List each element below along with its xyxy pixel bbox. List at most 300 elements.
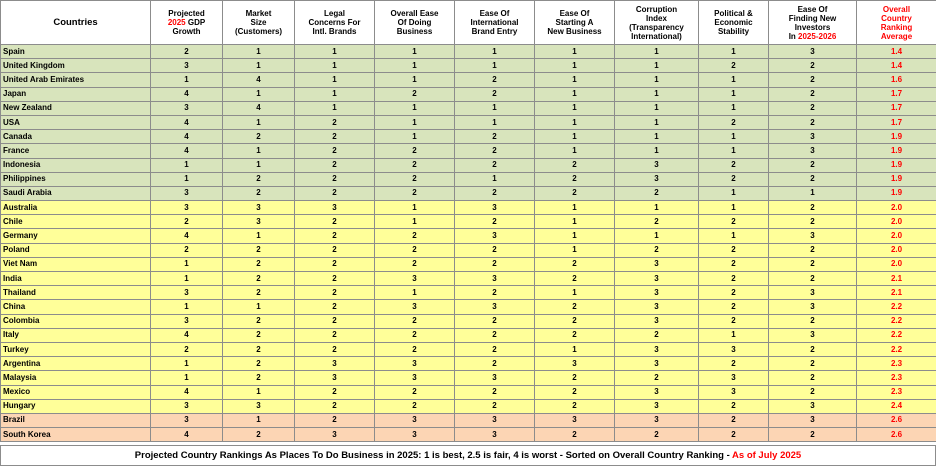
score-cell: 3: [769, 45, 857, 59]
score-cell: 1: [151, 300, 223, 314]
score-cell: 1: [455, 45, 535, 59]
score-cell: 2: [535, 257, 615, 271]
score-cell: 2: [455, 215, 535, 229]
score-cell: 2: [699, 243, 769, 257]
header-market-size: Market Size (Customers): [223, 1, 295, 45]
score-cell: 2: [455, 314, 535, 328]
score-cell: 2: [615, 215, 699, 229]
score-cell: 2: [375, 243, 455, 257]
table-row: [1, 399, 936, 413]
header-gdp-growth: Projected 2025 GDP Growth: [151, 1, 223, 45]
score-cell: 3: [151, 314, 223, 328]
score-cell: 1: [295, 59, 375, 73]
score-cell: 3: [615, 300, 699, 314]
score-cell: 4: [151, 385, 223, 399]
score-cell: 2: [615, 186, 699, 200]
score-cell: 1: [295, 87, 375, 101]
score-cell: 2: [699, 428, 769, 442]
country-cell: Italy: [1, 328, 151, 342]
score-cell: 1: [699, 201, 769, 215]
overall-average-cell: 2.3: [857, 357, 936, 371]
score-cell: 3: [615, 314, 699, 328]
overall-average-cell: 2.2: [857, 300, 936, 314]
score-cell: 1: [699, 87, 769, 101]
score-cell: 2: [769, 59, 857, 73]
score-cell: 3: [769, 399, 857, 413]
score-cell: 4: [151, 229, 223, 243]
score-cell: 2: [223, 314, 295, 328]
score-cell: 2: [769, 385, 857, 399]
score-cell: 2: [455, 328, 535, 342]
score-cell: 2: [223, 257, 295, 271]
table-footer-caption: [0, 445, 936, 466]
score-cell: 2: [295, 215, 375, 229]
table-row: [1, 413, 936, 427]
table-row: [1, 73, 936, 87]
country-cell: France: [1, 144, 151, 158]
score-cell: 3: [615, 413, 699, 427]
score-cell: 1: [699, 229, 769, 243]
score-cell: 1: [699, 45, 769, 59]
score-cell: 2: [295, 272, 375, 286]
score-cell: 1: [699, 101, 769, 115]
score-cell: 3: [223, 399, 295, 413]
country-cell: Viet Nam: [1, 257, 151, 271]
score-cell: 1: [615, 130, 699, 144]
score-cell: 2: [223, 286, 295, 300]
score-cell: 2: [535, 314, 615, 328]
score-cell: 2: [699, 314, 769, 328]
score-cell: 1: [151, 257, 223, 271]
score-cell: 2: [615, 328, 699, 342]
score-cell: 2: [223, 130, 295, 144]
score-cell: 3: [769, 130, 857, 144]
score-cell: 1: [699, 186, 769, 200]
overall-average-cell: 2.3: [857, 385, 936, 399]
table-row: [1, 357, 936, 371]
score-cell: 2: [769, 243, 857, 257]
score-cell: 1: [375, 101, 455, 115]
score-cell: 2: [769, 371, 857, 385]
score-cell: 3: [455, 201, 535, 215]
score-cell: 2: [699, 257, 769, 271]
score-cell: 4: [151, 87, 223, 101]
score-cell: 2: [151, 215, 223, 229]
score-cell: 2: [223, 357, 295, 371]
overall-average-cell: 1.9: [857, 158, 936, 172]
table-row: [1, 243, 936, 257]
score-cell: 1: [295, 101, 375, 115]
score-cell: 1: [223, 45, 295, 59]
score-cell: 2: [455, 73, 535, 87]
score-cell: 1: [151, 73, 223, 87]
score-cell: 1: [535, 201, 615, 215]
country-cell: Indonesia: [1, 158, 151, 172]
score-cell: 2: [535, 186, 615, 200]
score-cell: 2: [769, 87, 857, 101]
score-cell: 3: [455, 272, 535, 286]
table-row: [1, 172, 936, 186]
score-cell: 1: [151, 371, 223, 385]
score-cell: 2: [375, 172, 455, 186]
score-cell: 2: [699, 215, 769, 229]
score-cell: 2: [151, 45, 223, 59]
country-cell: Chile: [1, 215, 151, 229]
score-cell: 2: [535, 158, 615, 172]
country-cell: Argentina: [1, 357, 151, 371]
country-cell: Thailand: [1, 286, 151, 300]
overall-average-cell: 1.4: [857, 45, 936, 59]
score-cell: 1: [615, 73, 699, 87]
score-cell: 3: [769, 229, 857, 243]
score-cell: 2: [699, 399, 769, 413]
score-cell: 1: [223, 385, 295, 399]
score-cell: 2: [295, 172, 375, 186]
country-cell: Saudi Arabia: [1, 186, 151, 200]
overall-average-cell: 2.6: [857, 413, 936, 427]
header-ease-doing-business: Overall Ease Of Doing Business: [375, 1, 455, 45]
country-cell: New Zealand: [1, 101, 151, 115]
score-cell: 3: [151, 286, 223, 300]
score-cell: 4: [151, 328, 223, 342]
score-cell: 1: [455, 59, 535, 73]
score-cell: 2: [455, 158, 535, 172]
score-cell: 1: [615, 229, 699, 243]
score-cell: 2: [295, 300, 375, 314]
score-cell: 2: [769, 201, 857, 215]
score-cell: 2: [223, 428, 295, 442]
score-cell: 3: [615, 342, 699, 356]
score-cell: 2: [535, 172, 615, 186]
score-cell: 3: [375, 300, 455, 314]
score-cell: 1: [223, 59, 295, 73]
score-cell: 2: [295, 243, 375, 257]
table-row: [1, 300, 936, 314]
score-cell: 2: [375, 229, 455, 243]
country-cell: Colombia: [1, 314, 151, 328]
score-cell: 2: [769, 357, 857, 371]
score-cell: 1: [769, 186, 857, 200]
overall-average-cell: 1.9: [857, 186, 936, 200]
score-cell: 3: [375, 428, 455, 442]
table-row: [1, 371, 936, 385]
score-cell: 2: [769, 428, 857, 442]
score-cell: 3: [295, 371, 375, 385]
score-cell: 1: [615, 115, 699, 129]
score-cell: 1: [151, 272, 223, 286]
table-row: [1, 186, 936, 200]
score-cell: 1: [455, 115, 535, 129]
score-cell: 2: [151, 243, 223, 257]
score-cell: 2: [699, 286, 769, 300]
score-cell: 2: [455, 357, 535, 371]
score-cell: 2: [769, 101, 857, 115]
overall-average-cell: 2.0: [857, 229, 936, 243]
score-cell: 3: [375, 413, 455, 427]
score-cell: 2: [223, 243, 295, 257]
score-cell: 1: [699, 144, 769, 158]
score-cell: 2: [535, 272, 615, 286]
score-cell: 3: [295, 201, 375, 215]
country-cell: Hungary: [1, 399, 151, 413]
overall-average-cell: 2.0: [857, 257, 936, 271]
score-cell: 2: [769, 314, 857, 328]
header-corruption-index: Corruption Index (Transparency International): [615, 1, 699, 45]
header-legal-concerns: Legal Concerns For Intl. Brands: [295, 1, 375, 45]
score-cell: 2: [455, 87, 535, 101]
country-cell: Philippines: [1, 172, 151, 186]
table-row: [1, 87, 936, 101]
score-cell: 2: [295, 144, 375, 158]
overall-average-cell: 2.1: [857, 272, 936, 286]
score-cell: 1: [151, 357, 223, 371]
score-cell: 2: [535, 328, 615, 342]
score-cell: 2: [295, 328, 375, 342]
score-cell: 3: [769, 144, 857, 158]
score-cell: 2: [455, 286, 535, 300]
country-cell: Brazil: [1, 413, 151, 427]
score-cell: 3: [615, 272, 699, 286]
score-cell: 2: [699, 300, 769, 314]
score-cell: 2: [699, 158, 769, 172]
country-cell: Malaysia: [1, 371, 151, 385]
score-cell: 2: [769, 158, 857, 172]
header-row: [1, 1, 936, 45]
score-cell: 3: [615, 357, 699, 371]
score-cell: 4: [151, 130, 223, 144]
table-row: [1, 342, 936, 356]
overall-average-cell: 2.2: [857, 342, 936, 356]
overall-average-cell: 2.6: [857, 428, 936, 442]
score-cell: 1: [615, 45, 699, 59]
score-cell: 1: [699, 73, 769, 87]
header-overall-ranking: Overall Country Ranking Average: [857, 1, 936, 45]
score-cell: 1: [535, 101, 615, 115]
score-cell: 1: [295, 45, 375, 59]
score-cell: 1: [535, 243, 615, 257]
score-cell: 2: [455, 130, 535, 144]
score-cell: 1: [223, 115, 295, 129]
overall-average-cell: 2.2: [857, 328, 936, 342]
score-cell: 3: [699, 371, 769, 385]
score-cell: 2: [295, 130, 375, 144]
score-cell: 2: [295, 186, 375, 200]
score-cell: 2: [769, 257, 857, 271]
score-cell: 2: [295, 342, 375, 356]
score-cell: 1: [223, 413, 295, 427]
score-cell: 1: [615, 101, 699, 115]
score-cell: 3: [455, 413, 535, 427]
score-cell: 2: [699, 272, 769, 286]
score-cell: 2: [295, 229, 375, 243]
score-cell: 2: [455, 186, 535, 200]
table-row: [1, 328, 936, 342]
score-cell: 3: [223, 201, 295, 215]
overall-average-cell: 1.7: [857, 87, 936, 101]
score-cell: 3: [615, 257, 699, 271]
table-row: [1, 101, 936, 115]
score-cell: 3: [151, 413, 223, 427]
score-cell: 1: [699, 328, 769, 342]
score-cell: 2: [699, 413, 769, 427]
score-cell: 3: [699, 385, 769, 399]
header-brand-entry: Ease Of International Brand Entry: [455, 1, 535, 45]
country-cell: China: [1, 300, 151, 314]
overall-average-cell: 2.2: [857, 314, 936, 328]
overall-average-cell: 2.3: [857, 371, 936, 385]
header-starting-business: Ease Of Starting A New Business: [535, 1, 615, 45]
score-cell: 1: [375, 115, 455, 129]
score-cell: 1: [223, 158, 295, 172]
score-cell: 3: [455, 371, 535, 385]
score-cell: 2: [223, 272, 295, 286]
score-cell: 3: [151, 201, 223, 215]
score-cell: 3: [769, 286, 857, 300]
score-cell: 3: [615, 158, 699, 172]
score-cell: 1: [375, 59, 455, 73]
country-cell: Australia: [1, 201, 151, 215]
country-cell: Japan: [1, 87, 151, 101]
score-cell: 1: [375, 45, 455, 59]
table-row: [1, 314, 936, 328]
score-cell: 1: [535, 342, 615, 356]
table-row: [1, 115, 936, 129]
overall-average-cell: 1.4: [857, 59, 936, 73]
score-cell: 2: [375, 385, 455, 399]
score-cell: 1: [375, 286, 455, 300]
score-cell: 2: [455, 385, 535, 399]
score-cell: 2: [295, 385, 375, 399]
score-cell: 1: [535, 229, 615, 243]
score-cell: 4: [223, 73, 295, 87]
score-cell: 2: [295, 158, 375, 172]
table-row: [1, 144, 936, 158]
score-cell: 3: [615, 399, 699, 413]
table-body: [1, 45, 936, 442]
score-cell: 1: [535, 59, 615, 73]
table-row: [1, 130, 936, 144]
score-cell: 2: [151, 342, 223, 356]
score-cell: 2: [769, 73, 857, 87]
score-cell: 3: [615, 385, 699, 399]
score-cell: 2: [295, 286, 375, 300]
score-cell: 2: [615, 371, 699, 385]
table-row: [1, 45, 936, 59]
score-cell: 2: [375, 314, 455, 328]
country-cell: Mexico: [1, 385, 151, 399]
score-cell: 1: [375, 201, 455, 215]
overall-average-cell: 2.1: [857, 286, 936, 300]
score-cell: 2: [769, 272, 857, 286]
score-cell: 1: [535, 73, 615, 87]
overall-average-cell: 1.7: [857, 115, 936, 129]
score-cell: 2: [375, 399, 455, 413]
table-row: [1, 286, 936, 300]
score-cell: 1: [223, 300, 295, 314]
score-cell: 3: [455, 428, 535, 442]
score-cell: 1: [375, 73, 455, 87]
country-cell: India: [1, 272, 151, 286]
score-cell: 2: [769, 172, 857, 186]
score-cell: 3: [223, 215, 295, 229]
score-cell: 2: [295, 399, 375, 413]
score-cell: 1: [223, 87, 295, 101]
header-finding-investors: Ease Of Finding New Investors In 2025-2026: [769, 1, 857, 45]
country-cell: United Arab Emirates: [1, 73, 151, 87]
table-row: [1, 272, 936, 286]
score-cell: 2: [295, 257, 375, 271]
score-cell: 3: [615, 286, 699, 300]
score-cell: 1: [535, 144, 615, 158]
overall-average-cell: 2.4: [857, 399, 936, 413]
table-row: [1, 158, 936, 172]
score-cell: 2: [455, 243, 535, 257]
header-countries-label: Countries: [53, 17, 98, 28]
score-cell: 1: [699, 130, 769, 144]
score-cell: 2: [699, 59, 769, 73]
score-cell: 2: [769, 342, 857, 356]
score-cell: 1: [535, 130, 615, 144]
score-cell: 1: [375, 130, 455, 144]
score-cell: 1: [535, 45, 615, 59]
country-cell: Spain: [1, 45, 151, 59]
score-cell: 2: [375, 87, 455, 101]
score-cell: 3: [375, 272, 455, 286]
country-cell: Canada: [1, 130, 151, 144]
overall-average-cell: 2.0: [857, 201, 936, 215]
country-cell: Poland: [1, 243, 151, 257]
score-cell: 2: [455, 399, 535, 413]
score-cell: 2: [535, 428, 615, 442]
overall-average-cell: 2.0: [857, 243, 936, 257]
score-cell: 3: [769, 300, 857, 314]
score-cell: 1: [615, 144, 699, 158]
score-cell: 4: [151, 115, 223, 129]
overall-average-cell: 1.9: [857, 130, 936, 144]
score-cell: 4: [151, 144, 223, 158]
score-cell: 1: [615, 59, 699, 73]
score-cell: 4: [223, 101, 295, 115]
score-cell: 1: [455, 172, 535, 186]
score-cell: 3: [769, 413, 857, 427]
score-cell: 2: [375, 158, 455, 172]
score-cell: 3: [151, 59, 223, 73]
score-cell: 1: [615, 201, 699, 215]
score-cell: 1: [151, 172, 223, 186]
score-cell: 2: [375, 186, 455, 200]
score-cell: 3: [151, 101, 223, 115]
table-row: [1, 229, 936, 243]
score-cell: 2: [375, 257, 455, 271]
score-cell: 2: [223, 371, 295, 385]
header-gdp-year: 2025: [167, 18, 186, 27]
score-cell: 2: [375, 342, 455, 356]
score-cell: 3: [699, 342, 769, 356]
footer-text: Projected Country Rankings As Places To Do Business in 2025: 1 is best, 2.5 is fair, 4 is worst - Sorted on Overall Country Ranking -: [134, 450, 733, 461]
score-cell: 2: [455, 342, 535, 356]
score-cell: 3: [295, 357, 375, 371]
score-cell: 3: [375, 357, 455, 371]
score-cell: 2: [699, 357, 769, 371]
header-countries: [1, 1, 151, 45]
score-cell: 1: [615, 87, 699, 101]
overall-average-cell: 1.7: [857, 101, 936, 115]
score-cell: 2: [535, 371, 615, 385]
country-cell: USA: [1, 115, 151, 129]
score-cell: 2: [295, 115, 375, 129]
score-cell: 1: [151, 158, 223, 172]
score-cell: 2: [375, 328, 455, 342]
